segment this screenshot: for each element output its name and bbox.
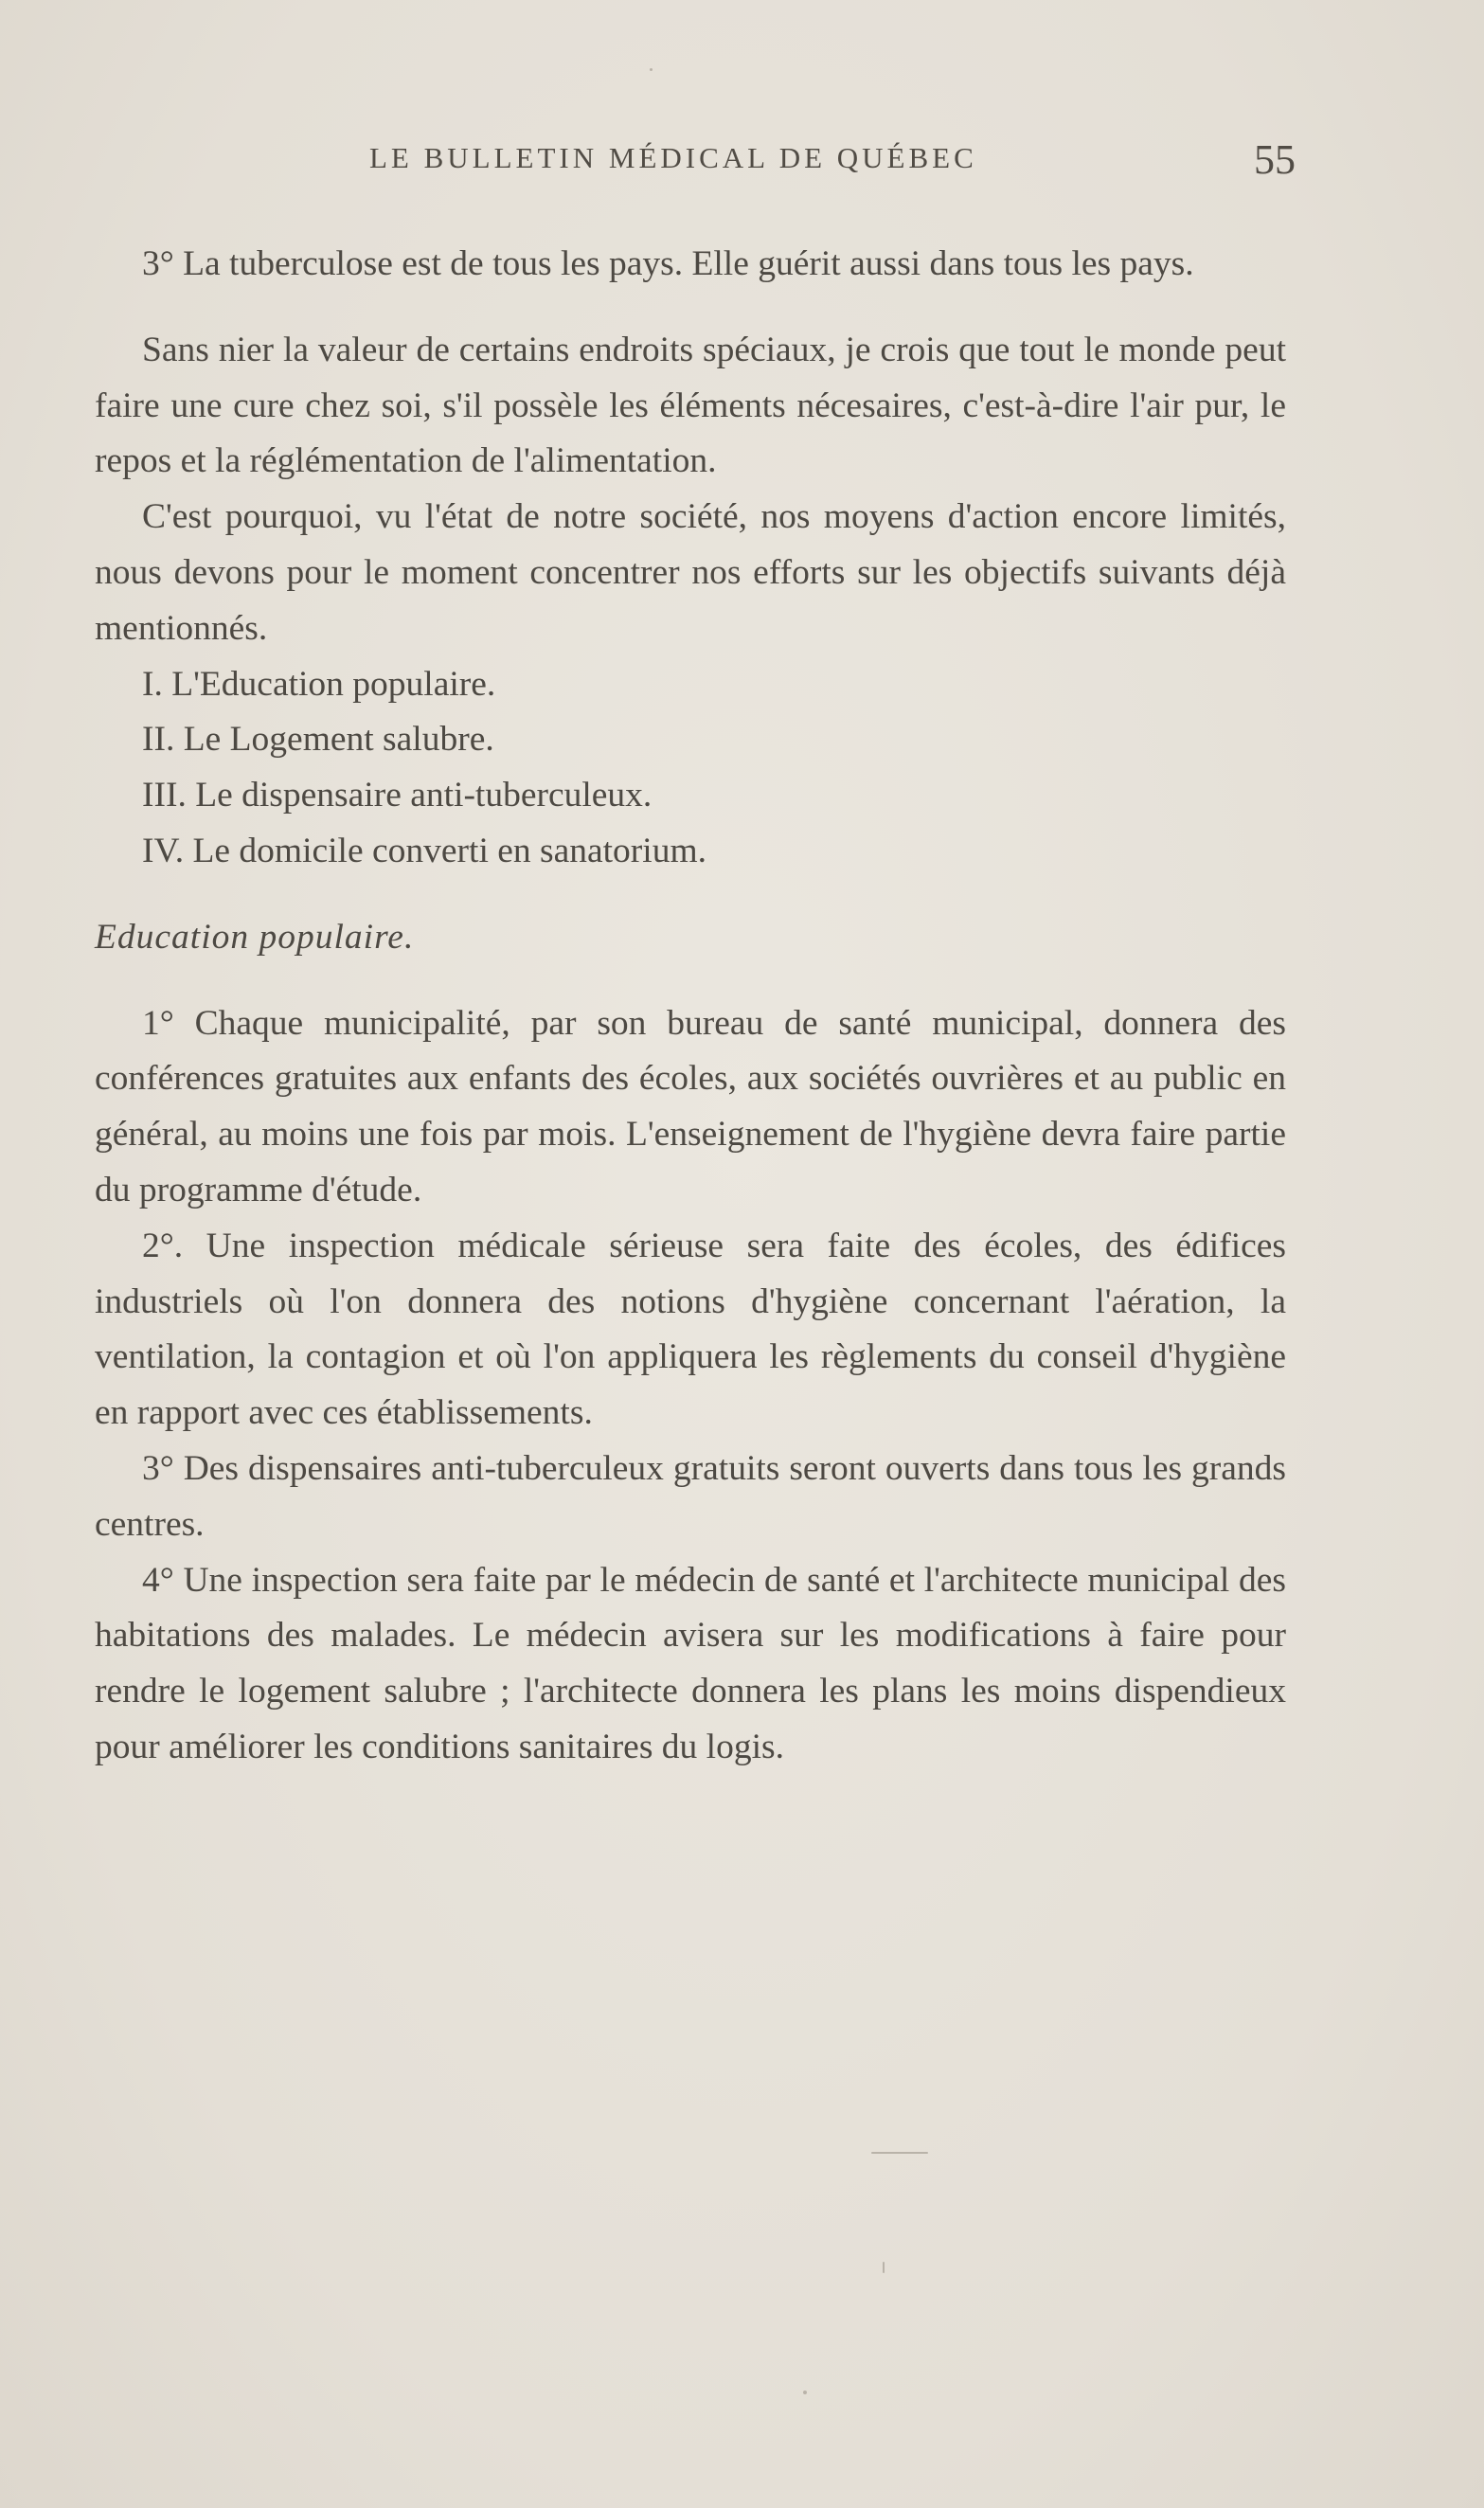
- paper-speck: [803, 2391, 807, 2394]
- body-text: [95, 237, 1286, 1776]
- paper-speck: [871, 2152, 928, 2154]
- section-item: 3° Des dispensaires anti-tuberculeux gratuits seront ouverts dans tous les grands centres.: [95, 1448, 1286, 1544]
- section-heading: Education populaire.: [95, 917, 415, 957]
- paragraph-cure-chez-soi: Sans nier la valeur de certains endroits spéciaux, je crois que tout le monde peut faire une cure chez soi, s'il possèle les éléments nécesaires, c'est-à-dire l'air pur, le repos et la réglémentation de l'alimentation.: [95, 330, 1286, 481]
- paper-speck: [883, 2262, 885, 2273]
- section-item: 2°. Une inspection médicale sérieuse sera faite des écoles, des édifices industriels où l'on donnera des notions d'hygiène concernant l'aération, la ventilation, la contagion et où l'on appliquera les règlements du conseil d'hygiène en rapport avec ces établissements.: [95, 1226, 1286, 1433]
- paragraph-3-tuberculose: 3° La tuberculose est de tous les pays. Elle guérit aussi dans tous les pays.: [142, 244, 1194, 283]
- page-header: [95, 135, 1296, 192]
- paper-speck: [650, 68, 653, 71]
- running-title: LE BULLETIN MÉDICAL DE QUÉBEC: [369, 141, 977, 174]
- objective-item: III. Le dispensaire anti-tuberculeux.: [142, 776, 653, 815]
- section-item: 1° Chaque municipalité, par son bureau de santé municipal, donnera des conférences gratuites aux enfants des écoles, aux sociétés ouvrières et au public en général, au moins une fois par mois. L'enseignement de l'hygiène devra faire partie du programme d'étude.: [95, 1003, 1286, 1209]
- page-number: 55: [1254, 136, 1296, 183]
- objective-item: IV. Le domicile converti en sanatorium.: [142, 831, 707, 870]
- objective-item: II. Le Logement salubre.: [142, 720, 494, 760]
- section-item: 4° Une inspection sera faite par le médecin de santé et l'architecte municipal des habitations des malades. Le médecin avisera sur les modifications à faire pour rendre le logement salubre ; l'architecte donnera les plans les moins dispendieux pour améliorer les conditions sanitaires du logis.: [95, 1560, 1286, 1766]
- objective-item: I. L'Education populaire.: [142, 664, 496, 704]
- paragraph-objectifs: C'est pourquoi, vu l'état de notre société, nos moyens d'action encore limités, nous devons pour le moment concentrer nos efforts sur les objectifs suivants déjà mentionnés.: [95, 497, 1286, 648]
